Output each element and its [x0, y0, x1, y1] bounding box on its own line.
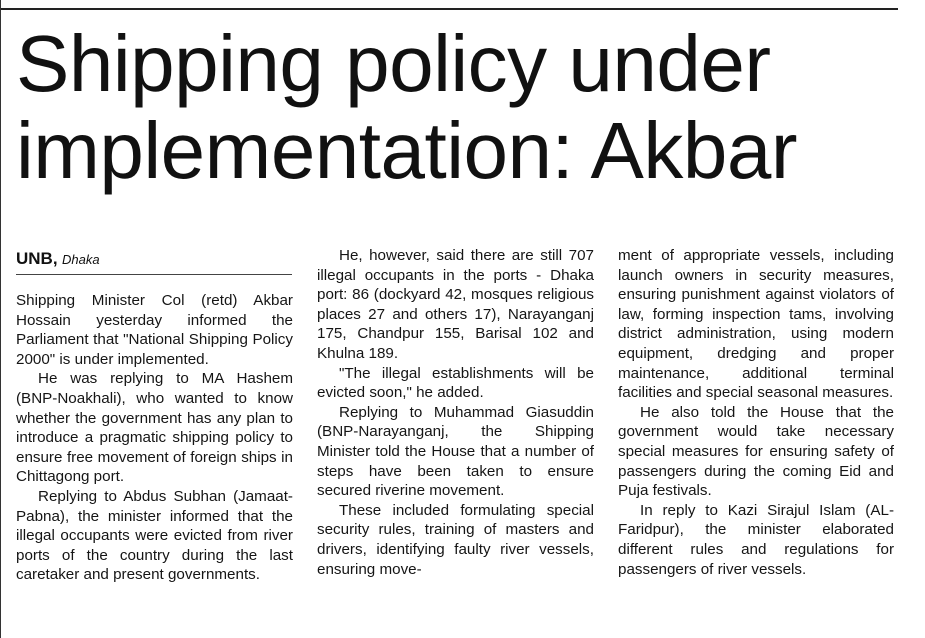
top-divider [1, 8, 898, 10]
headline-line-2: implementation: Akbar [16, 106, 798, 195]
paragraph: He was replying to MA Hashem (BNP-Noakhali), who wanted to know whether the government has any plan to introduce a pragmatic shipping policy to ensure free movement of foreign ships in Chittagong port. [16, 370, 293, 486]
byline-agency: UNB, [16, 249, 58, 268]
paragraph: He also told the House that the government would take necessary special measures for ensuring safety of passengers during the coming Eid and Puja festivals. [618, 403, 894, 500]
article-column-1 [16, 291, 293, 585]
headline [16, 20, 906, 194]
paragraph: Shipping Minister Col (retd) Akbar Hossain yesterday informed the Parliament that "National Shipping Policy 2000" is under implemented. [16, 292, 293, 368]
paragraph: These included formulating special security rules, training of masters and drivers, identifying faulty river vessels, ensuring move- [317, 501, 594, 578]
byline [16, 249, 292, 275]
paragraph: Replying to Muhammad Giasuddin (BNP-Narayanganj, the Shipping Minister told the House that a number of steps have been taken to ensure secured riverine movement. [317, 403, 594, 500]
headline-line-1: Shipping policy under [16, 19, 771, 108]
paragraph: He, however, said there are still 707 illegal occupants in the ports - Dhaka port: 86 (dockyard 42, mosques religious places 27 and others 17), Narayanganj 175, Chandpur 155, Barisal 102 and Khulna 189. [317, 247, 594, 362]
paragraph: In reply to Kazi Sirajul Islam (AL-Faridpur), the minister elaborated different rules and regulations for passengers of river vessels. [618, 501, 894, 578]
paragraph: Replying to Abdus Subhan (Jamaat-Pabna), the minister informed that the illegal occupants were evicted from river ports of the country during the last caretaker and present governments. [16, 487, 293, 584]
byline-place: Dhaka [62, 252, 100, 267]
article-column-2 [317, 246, 594, 579]
paragraph: ment of appropriate vessels, including launch owners in security measures, ensuring punishment against violators of law, forming inspection tams, involving district administration, using modern equipment, dredging and proper maintenance, additional terminal facilities and special seasonal measures. [618, 247, 894, 402]
article-column-3 [618, 246, 894, 579]
paragraph: "The illegal establishments will be evicted soon," he added. [317, 364, 594, 402]
